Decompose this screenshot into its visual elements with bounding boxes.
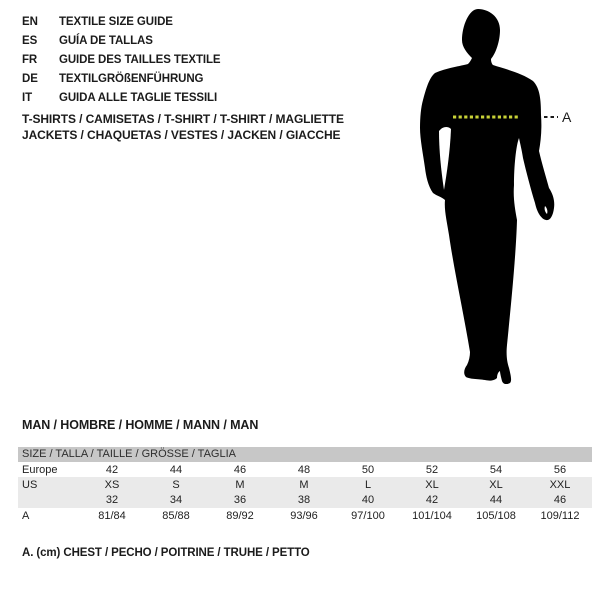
size-cell: 109/112 [540,509,580,522]
size-cell: 81/84 [98,509,126,522]
size-cell: M [299,479,309,492]
man-figure [390,0,600,400]
man-silhouette [420,9,554,384]
garment-categories [22,111,344,143]
language-code: FR [22,53,38,66]
language-label: GUIDA ALLE TAGLIE TESSILI [59,91,218,104]
size-cell: 44 [169,463,183,476]
language-label: GUIDE DES TAILLES TEXTILE [59,53,221,66]
row-label: US [22,479,38,492]
size-cell: 105/108 [476,509,516,522]
row-label: Europe [22,463,58,476]
measure-label-a: A [562,109,572,125]
row-label: A [22,509,30,522]
language-label: TEXTILGRÖßENFÜHRUNG [59,72,204,85]
size-cell: 42 [425,494,439,507]
size-cell: 50 [361,463,375,476]
size-cell: 46 [233,463,247,476]
language-label: TEXTILE SIZE GUIDE [59,15,173,28]
size-cell: 36 [233,494,247,507]
size-cell: 34 [169,494,183,507]
category-line-jackets: JACKETS / CHAQUETAS / VESTES / JACKEN / GIACCHE [22,128,341,142]
language-row [22,50,221,69]
language-code: DE [22,72,38,85]
size-cell: 32 [105,494,119,507]
size-table-header: SIZE / TALLA / TAILLE / GRÖSSE / TAGLIA [18,447,592,462]
language-code: EN [22,15,38,28]
table-row-us [18,477,592,492]
table-row-chest-a [18,508,592,523]
size-cell: M [235,479,245,492]
language-code: IT [22,91,33,104]
man-silhouette-svg [390,0,600,400]
size-cell: 56 [553,463,567,476]
category-line-tshirts: T-SHIRTS / CAMISETAS / T-SHIRT / T-SHIRT / MAGLIETTE [22,112,344,126]
size-cell: 101/104 [412,509,452,522]
size-cell: 89/92 [226,509,254,522]
language-row [22,12,221,31]
size-cell: 48 [297,463,311,476]
size-cell: 52 [425,463,439,476]
section-title-man: MAN / HOMBRE / HOMME / MANN / MAN [22,418,259,432]
size-cell: 97/100 [351,509,385,522]
size-cell: 54 [489,463,503,476]
table-row-europe [18,462,592,477]
size-table [18,447,592,524]
size-cell: XXL [549,479,571,492]
language-row [22,88,221,107]
size-cell: 44 [489,494,503,507]
size-cell: 40 [361,494,375,507]
language-row [22,31,221,50]
table-row-us-numeric [18,493,592,508]
language-code: ES [22,34,38,47]
size-cell: 46 [553,494,567,507]
language-row [22,69,221,88]
language-label: GUÍA DE TALLAS [59,34,153,47]
size-cell: XL [425,479,439,492]
size-cell: 38 [297,494,311,507]
size-cell: 85/88 [162,509,190,522]
language-list [22,12,221,107]
measurement-footnote: A. (cm) CHEST / PECHO / POITRINE / TRUHE / PETTO [22,547,310,559]
size-cell: S [172,479,180,492]
size-cell: 42 [105,463,119,476]
size-cell: L [364,479,372,492]
size-cell: XL [489,479,503,492]
size-cell: XS [104,479,120,492]
size-cell: 93/96 [290,509,318,522]
